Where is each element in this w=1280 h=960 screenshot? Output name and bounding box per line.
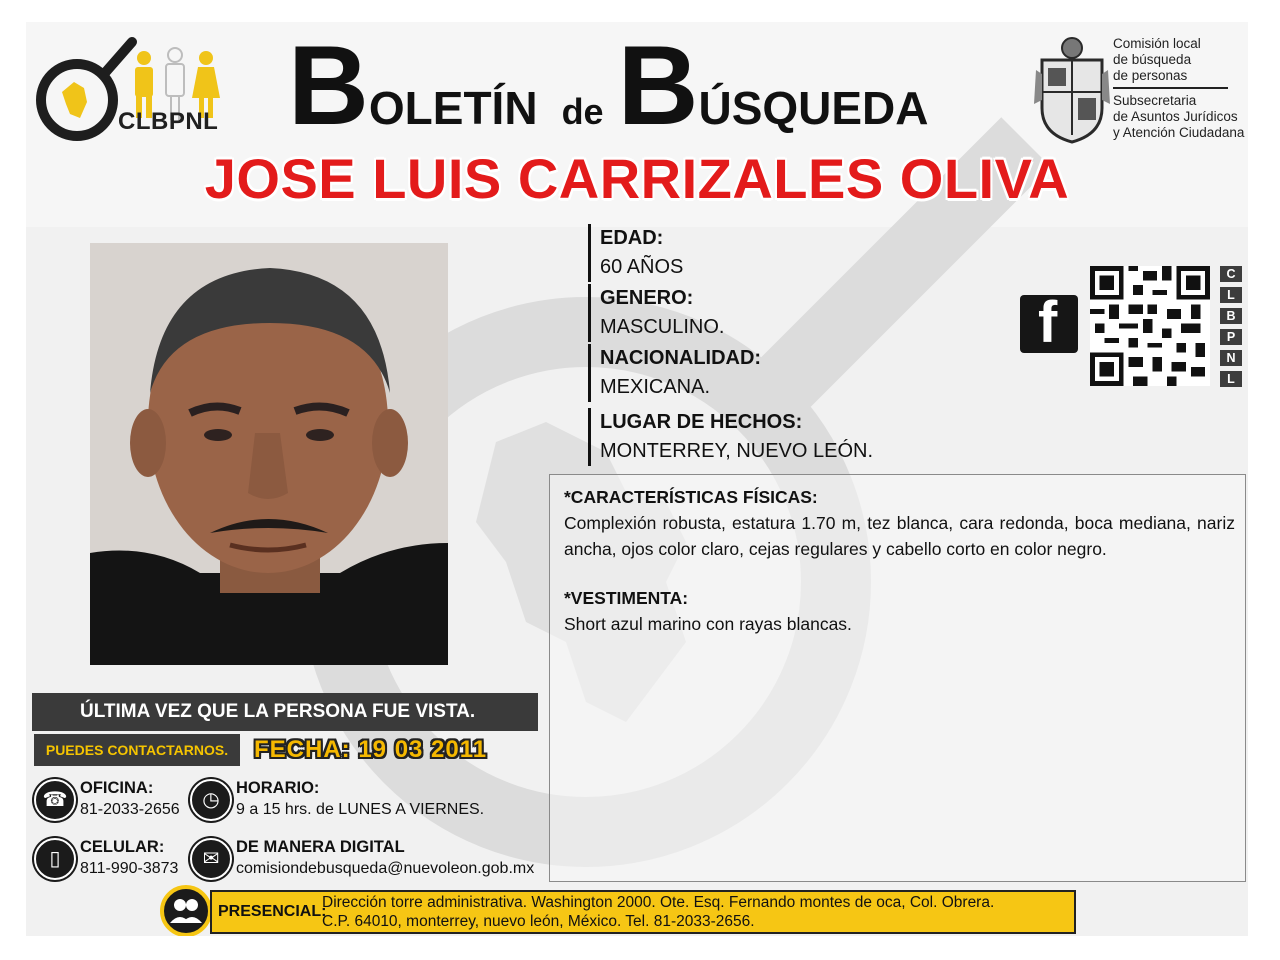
facebook-icon[interactable]: f	[1020, 295, 1078, 353]
field-label: GENERO:	[600, 287, 694, 309]
office-line: de búsqueda	[1113, 52, 1192, 67]
physical-traits-heading: *CARACTERÍSTICAS FÍSICAS:	[564, 487, 818, 507]
title-word-oletin: OLETÍN	[368, 82, 538, 134]
title-initial-b: B	[288, 23, 369, 148]
state-seal	[1030, 30, 1114, 148]
field-label: NACIONALIDAD:	[600, 347, 762, 369]
office-block	[1113, 36, 1244, 141]
field-edad	[588, 224, 683, 282]
physical-traits-text: Complexión robusta, estatura 1.70 m, tez blanca, cara redonda, boca mediana, nariz ancha, ojos color claro, cejas regulares y cabello corto en color negro.	[564, 513, 1235, 559]
clock-icon: ◷	[190, 779, 232, 821]
side-tag-letter: P	[1220, 329, 1242, 345]
side-tag-letter: N	[1220, 350, 1242, 366]
title-word-usqueda: ÚSQUEDA	[698, 82, 929, 134]
date-last-seen: FECHA: 19 03 2011	[254, 736, 488, 763]
office-line: y Atención Ciudadana	[1113, 125, 1245, 140]
clothing-text: Short azul marino con rayas blancas.	[564, 614, 852, 634]
office-line: de personas	[1113, 68, 1188, 83]
in-person-address	[322, 893, 994, 931]
in-person-address-box	[210, 890, 1076, 934]
field-value: 60 AÑOS	[600, 256, 684, 278]
side-tag-letter: L	[1220, 287, 1242, 303]
email-link[interactable]: comisiondebusqueda@nuevoleon.gob.mx	[236, 860, 535, 877]
field-genero	[588, 284, 724, 342]
field-value: MASCULINO.	[600, 316, 725, 338]
field-label: EDAD:	[600, 227, 664, 249]
office-phone[interactable]: 81-2033-2656	[80, 801, 180, 818]
people-icon	[160, 885, 212, 936]
bulletin-title	[288, 23, 929, 148]
logo-label: CLBPNL	[118, 108, 219, 135]
bulletin-poster	[26, 22, 1248, 936]
office-line: de Asuntos Jurídicos	[1113, 109, 1238, 124]
side-tag-letter: C	[1220, 266, 1242, 282]
mobile-phone[interactable]: 811-990-3873	[80, 860, 179, 877]
address-line: C.P. 64010, monterrey, nuevo león, México. Tel. 81-2033-2656.	[322, 913, 755, 930]
side-tag-letter: L	[1220, 371, 1242, 387]
hours-label: HORARIO:	[236, 779, 320, 797]
office-divider	[1113, 87, 1228, 89]
hours-block	[236, 777, 484, 821]
last-seen-banner: ÚLTIMA VEZ QUE LA PERSONA FUE VISTA.	[32, 693, 538, 731]
hours-value: 9 a 15 hrs. de LUNES A VIERNES.	[236, 801, 485, 818]
title-word-de: de	[561, 91, 604, 132]
field-value: MEXICANA.	[600, 376, 711, 398]
in-person-label: PRESENCIAL:	[218, 903, 327, 920]
field-lugar	[588, 408, 873, 466]
person-photo	[90, 243, 448, 665]
office-contact-label: OFICINA:	[80, 779, 154, 797]
field-label: LUGAR DE HECHOS:	[600, 411, 803, 433]
clothing-heading: *VESTIMENTA:	[564, 588, 689, 608]
mobile-contact-label: CELULAR:	[80, 838, 165, 856]
mobile-phone-icon: ▯	[34, 838, 76, 880]
side-tag-letter: B	[1220, 308, 1242, 324]
clbpnl-side-tag	[1220, 266, 1242, 392]
missing-person-name: JOSE LUIS CARRIZALES OLIVA	[204, 147, 1070, 210]
address-line: Dirección torre administrativa. Washington 2000. Ote. Esq. Fernando montes de oca, Col. Obrera.	[322, 894, 995, 911]
phone-icon: ☎	[34, 779, 76, 821]
contact-us-tag: PUEDES CONTACTARNOS.	[34, 734, 240, 766]
email-icon: ✉	[190, 838, 232, 880]
office-line: Comisión local	[1113, 36, 1201, 51]
title-initial-b2: B	[617, 23, 699, 148]
field-value: MONTERREY, NUEVO LEÓN.	[600, 440, 874, 462]
field-nacionalidad	[588, 344, 761, 402]
description-box	[549, 474, 1246, 882]
qr-code[interactable]	[1090, 266, 1210, 386]
office-line: Subsecretaria	[1113, 93, 1197, 108]
digital-contact-label: DE MANERA DIGITAL	[236, 838, 405, 856]
office-contact	[80, 777, 180, 821]
digital-contact	[236, 836, 534, 880]
mobile-contact	[80, 836, 178, 880]
